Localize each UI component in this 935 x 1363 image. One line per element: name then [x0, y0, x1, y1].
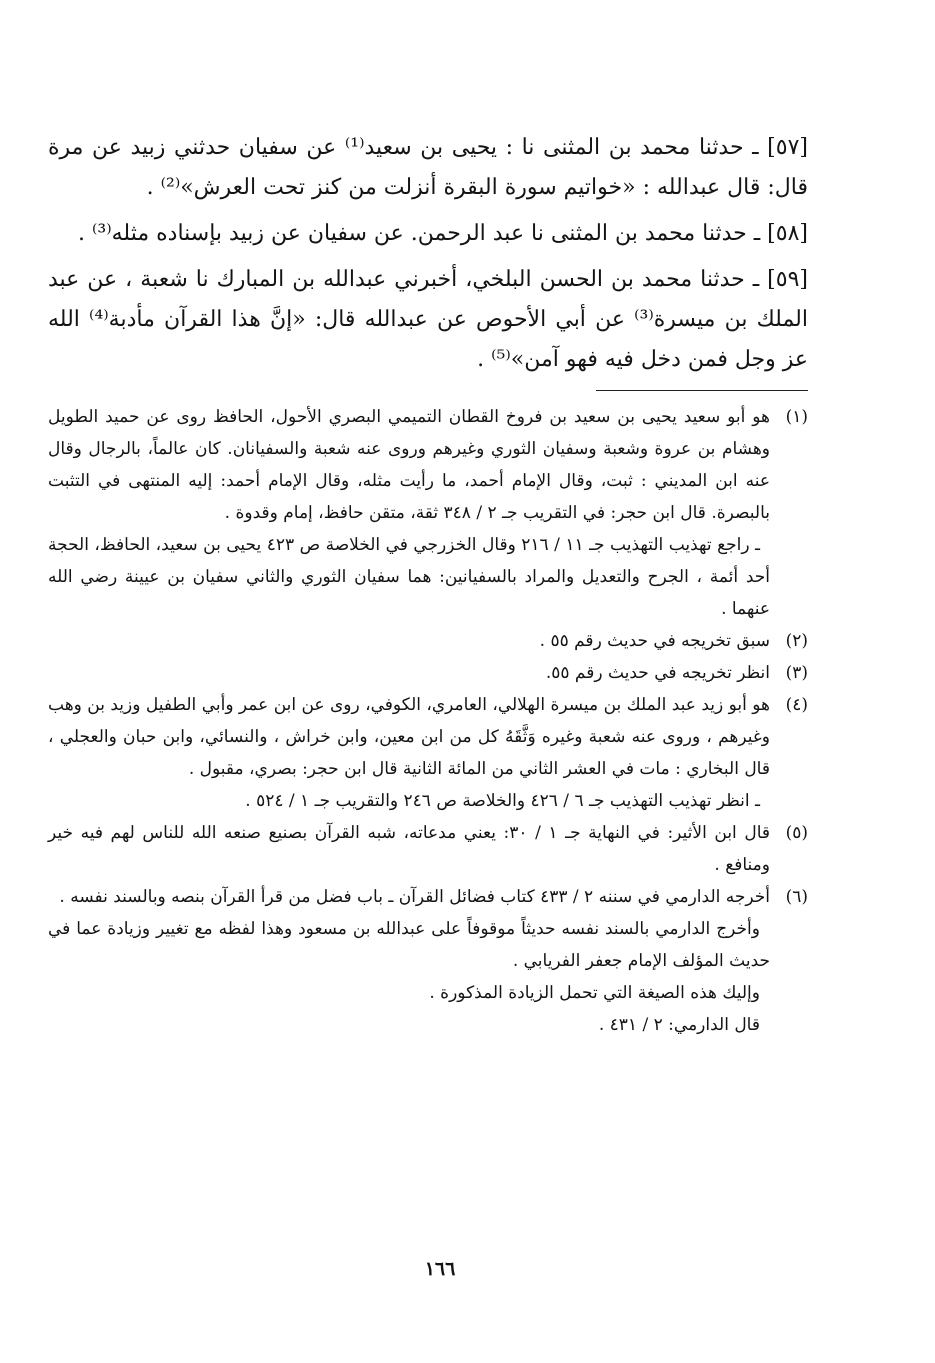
- hadith-59: [٥٩] ـ حدثنا محمد بن الحسن البلخي، أخبرني عبدالله بن المبارك نا شعبة ، عن عبد الملك بن ميسرة⁽³⁾ عن أبي الأحوص عن عبدالله قال: «إنَّ هذا القرآن مأدبة⁽⁴⁾ الله عز وجل فمن دخل فيه فهو آمن»⁽⁵⁾ .: [48, 267, 808, 372]
- footnote-text: وأخرج الدارمي بالسند نفسه حديثاً موقوفاً على عبدالله بن مسعود وهذا لفظه مع تغيير وزيادة عما في حديث المؤلف الإمام جعفر الفريابي .: [48, 919, 770, 971]
- footnote-2: [48, 625, 808, 657]
- page-number: ١٦٦: [424, 1258, 456, 1280]
- footnote-4: [48, 689, 808, 817]
- footnote-text: أخرجه الدارمي في سننه ٢ / ٤٣٣ كتاب فضائل القرآن ـ باب فضل من قرأ القرآن بنصه وبالسند نفسه .: [59, 887, 770, 907]
- footnote-number: (١): [785, 407, 808, 427]
- footnote-number: (٥): [785, 823, 808, 843]
- footnote-text: وإليك هذه الصيغة التي تحمل الزيادة المذكورة .: [429, 983, 760, 1003]
- footnote-text: قال الدارمي: ٢ / ٤٣١ .: [598, 1015, 760, 1035]
- footnote-number: (٤): [785, 695, 808, 715]
- footnote-separator: [596, 390, 808, 391]
- footnote-5: [48, 817, 808, 881]
- hadith-58: [٥٨] ـ حدثنا محمد بن المثنى نا عبد الرحمن. عن سفيان عن زبيد بإسناده مثله⁽³⁾ .: [78, 221, 808, 246]
- footnote-3: [48, 657, 808, 689]
- footnotes: [48, 401, 808, 1041]
- footnote-6: [48, 881, 808, 1041]
- main-text: [48, 128, 808, 380]
- footnote-number: (٢): [785, 631, 808, 651]
- footnote-1: [48, 401, 808, 625]
- footnote-number: (٦): [785, 887, 808, 907]
- hadith-57: [٥٧] ـ حدثنا محمد بن المثنى نا : يحيى بن سعيد⁽¹⁾ عن سفيان حدثني زبيد عن مرة قال: قال عبدالله : «خواتيم سورة البقرة أنزلت من كنز تحت العرش»⁽²⁾ .: [48, 135, 808, 200]
- footnote-text: هو أبو زيد عبد الملك بن ميسرة الهلالي، العامري، الكوفي، روى عن ابن عمر وأبي الطفيل وزيد بن وهب وغيرهم ، وروى عنه شعبة وغيره وَثَّقَهُ كل من ابن معين، وابن خراش ، والنسائي، وابن حبان والعجلي ، قال البخاري : مات في العشر الثاني من المائة الثانية قال ابن حجر: بصري، مقبول .: [48, 695, 770, 779]
- page-body: [48, 128, 808, 1041]
- footnote-text: انظر تخريجه في حديث رقم ٥٥.: [545, 663, 770, 683]
- footnote-text: قال ابن الأثير: في النهاية جـ ١ / ٣٠: يعني مدعاته، شبه القرآن بصنيع صنعه الله للناس لهم فيه خير ومنافع .: [48, 823, 771, 875]
- footnote-text: سبق تخريجه في حديث رقم ٥٥ .: [539, 631, 770, 651]
- footnote-text: هو أبو سعيد يحيى بن سعيد بن فروخ القطان التميمي البصري الأحول، الحافظ روى عن حميد الطويل وهشام بن عروة وشعبة وسفيان الثوري وغيرهم وروى عنه شعبة والسفيانان. كان عالماً، بالرجال وقال عنه ابن المديني : ثبت، وقال الإمام أحمد، ما رأيت مثله، وقال الإمام أحمد: إليه المنتهى في التثبت بالبصرة. قال ابن حجر: في التقريب جـ ٢ / ٣٤٨ ثقة، متقن حافظ، إمام وقدوة .: [48, 407, 770, 523]
- footnote-text: ـ انظر تهذيب التهذيب جـ ٦ / ٤٢٦ والخلاصة ص ٢٤٦ والتقريب جـ ١ / ٥٢٤ .: [245, 791, 760, 811]
- footnote-number: (٣): [785, 663, 808, 683]
- footnote-text: ـ راجع تهذيب التهذيب جـ ١١ / ٢١٦ وقال الخزرجي في الخلاصة ص ٤٢٣ يحيى بن سعيد، الحافظ، الحجة أحد أئمة ، الجرح والتعديل والمراد بالسفيانين: هما سفيان الثوري والثاني سفيان بن عيينة رضي الله عنهما .: [48, 535, 770, 619]
